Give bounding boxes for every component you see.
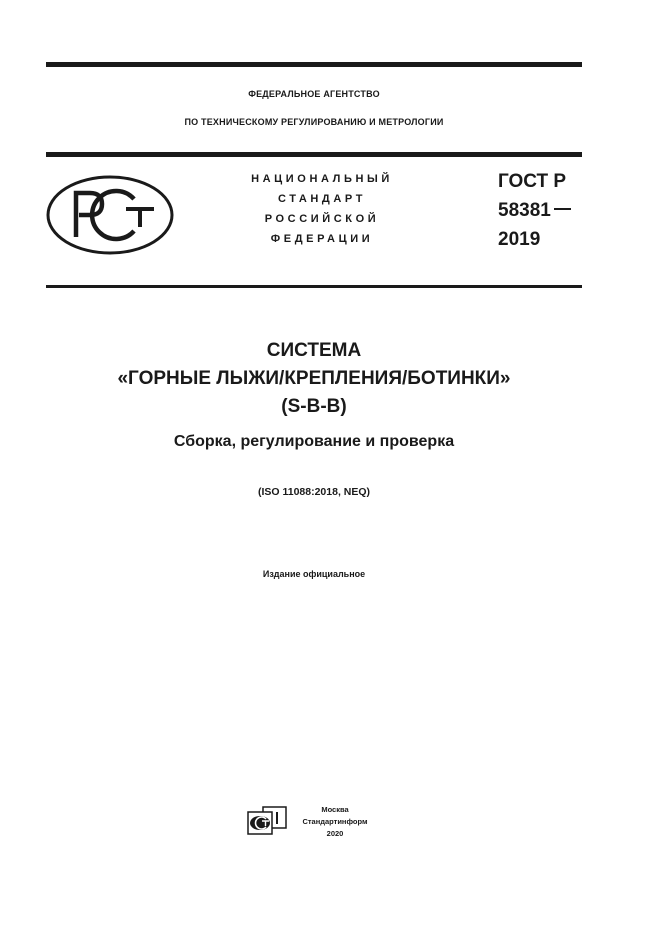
national-standard-line-2: СТАНДАРТ bbox=[277, 193, 367, 205]
agency-line-1: ФЕДЕРАЛЬНОЕ АГЕНТСТВО bbox=[248, 89, 380, 99]
title-line-2: «ГОРНЫЕ ЛЫЖИ/КРЕПЛЕНИЯ/БОТИНКИ» bbox=[117, 368, 511, 389]
top-rule bbox=[46, 62, 582, 67]
standard-year: 2019 bbox=[498, 229, 541, 250]
divider-rule bbox=[46, 285, 582, 288]
agency-line-2: ПО ТЕХНИЧЕСКОМУ РЕГУЛИРОВАНИЮ И МЕТРОЛОГИИ bbox=[184, 117, 444, 127]
edition-note: Издание официальное bbox=[262, 569, 366, 579]
title-line-1: СИСТЕМА bbox=[266, 340, 362, 361]
header-rule bbox=[46, 152, 582, 157]
national-standard-line-4: ФЕДЕРАЦИИ bbox=[270, 233, 374, 245]
rst-certification-mark-icon bbox=[46, 175, 174, 255]
national-standard-line-3: РОССИЙСКОЙ bbox=[264, 213, 380, 225]
iso-reference: (ISO 11088:2018, NEQ) bbox=[257, 486, 371, 498]
standard-number: 58381 bbox=[498, 200, 551, 221]
publisher-name: Стандартинформ bbox=[302, 817, 368, 826]
national-standard-line-1: НАЦИОНАЛЬНЫЙ bbox=[251, 173, 393, 185]
subtitle: Сборка, регулирование и проверка bbox=[173, 433, 455, 450]
publisher-city: Москва bbox=[321, 805, 349, 814]
standard-dash bbox=[554, 208, 571, 210]
standartinform-logo-icon bbox=[247, 806, 287, 836]
standard-number-line bbox=[498, 201, 571, 220]
title-line-3: (S-B-B) bbox=[281, 396, 347, 417]
standard-prefix: ГОСТ Р bbox=[498, 171, 567, 192]
publisher-year: 2020 bbox=[326, 829, 344, 838]
